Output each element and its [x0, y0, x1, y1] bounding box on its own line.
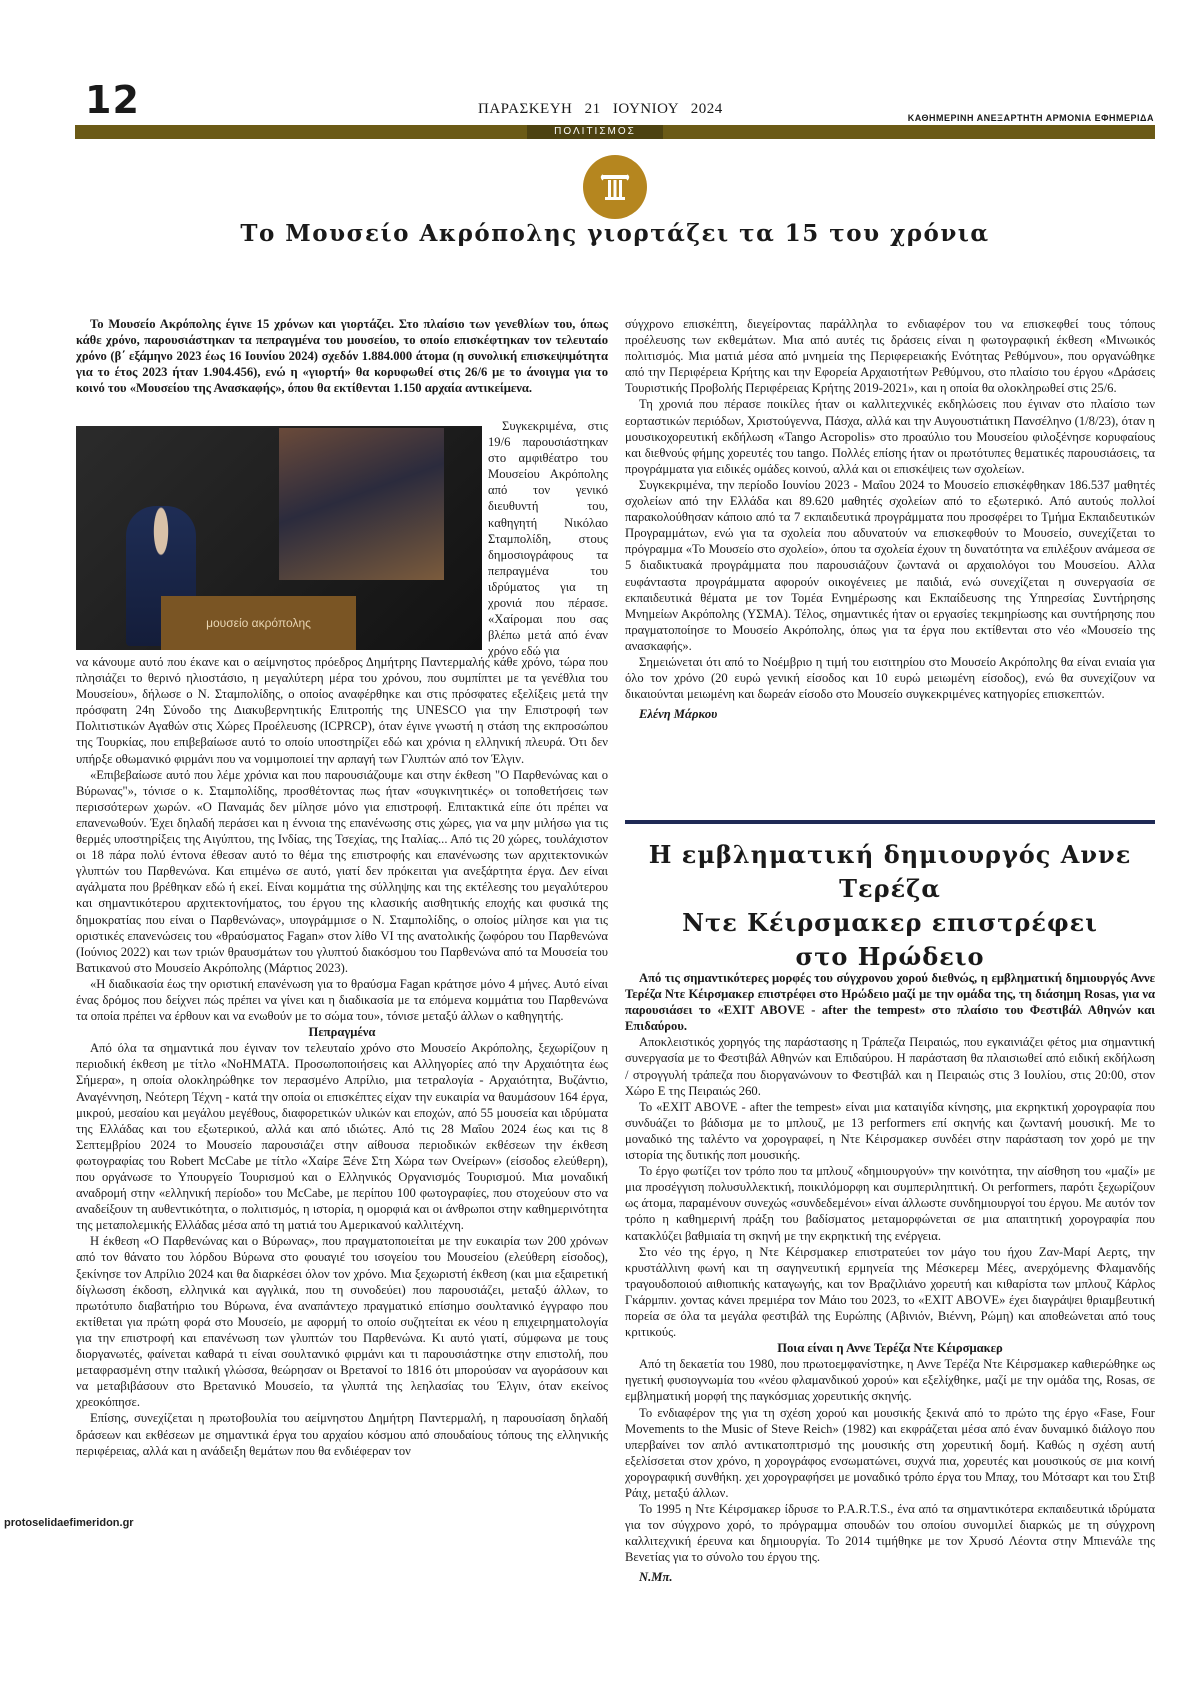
second-article-headline [625, 838, 1155, 974]
paragraph: Το ενδιαφέρον της για τη σχέση χορού και μουσικής ξεκινά από το πρώτο της έργο «Fase, Four Movements to the Music of Steve Reich» (1982) και εκφράζεται μέσα από έναν δυναμικό διάλογο που υπερβαίνει τον απλό αντικατοπτρισμό της μουσικής στη χορευτική δομή. Καθώς η σχέση αυτή εξελίσσεται στον χρόνο, η χορογράφος ενσωματώνει, συχνά πια, χορευτές και μουσικούς σε μια κοινή χορογραφική συνθήκη. χει χορογραφήσει με μοναδικό τρόπο έργα του Μπαχ, του Μότσαρτ και του Στιβ Ράιχ, μεταξύ άλλων. [625, 1405, 1155, 1500]
paragraph: Συγκεκριμένα, την περίοδο Ιουνίου 2023 - Μαΐου 2024 το Μουσείο επισκέφθηκαν 186.537 μαθητές σχολείων από την Ελλάδα και 89.620 μαθητές σχολείων από το εξωτερικό. Από αυτούς πολλοί παρακολούθησαν κάποιο από τα 7 εκπαιδευτικά προγράμματα που προσφέρει το Τμήμα Εκπαιδευτικών Προγραμμάτων, ενώ για τα σχολεία που αδυνατούν να επισκεφθούν το Μουσείο, συνεχίζεται το πρόγραμμα «Το Μουσείο στο σχολείο», όπου τα σχολεία έχουν τη δυνατότητα να επιλέξουν ανάμεσα σε 5 διαδικτυακά προγράμματα που παρουσιάζουν ζωντανά οι αρχαιολόγοι του Μουσείου. Αλλα ευφάνταστα προγράμματα αφορούν οικογένειες με παιδιά, ενώ συνεχίζεται η συνεργασία σε εκπαιδευτικά θέματα με τον Τομέα Ενημέρωσης και Εκπαίδευσης της Υπηρεσίας Συντήρησης Μνημείων Ακρόπολης (ΥΣΜΑ). Τέλος, σημαντικές ήταν οι εργασίες τεκμηρίωσης και συντήρησης που πραγματοποίησε το Μουσείο Ακρόπολης, όπως για τα έργα που εκτίθενται στο νέο «Μουσείο της ανασκαφής». [625, 477, 1155, 653]
paragraph: «Επιβεβαίωσε αυτό που λέμε χρόνια και που παρουσιάζουμε και στην έκθεση "Ο Παρθενώνας και ο Βύρωνας"», τόνισε ο κ. Σταμπολίδης, προσθέτοντας πως ήταν «συγκινητικές» οι τοποθετήσεις των περισσότερων χωρών. «Ο Παναμάς δεν μίλησε μόνο για επιστροφή. Επιτακτικά είπε ότι πρέπει να επανενωθούν. Έχει δηλαδή περάσει και η έννοια της επανένωσης στις χώρες, για να μην μιλήσω για τις θερμές υποστηρίξεις της Αιγύπτου, της Ινδίας, της Τσεχίας, της Ιταλίας... Από τις 20 χώρες, τουλάχιστον οι 18 πάρα πολύ έντονα έθεσαν αυτό το θέμα της επιστροφής και επανένωσης των αρχιτεκτονικών γλυπτών του Παρθενώνα. Και επιμένω σε αυτό, γιατί δεν πρόκειται για ανεξάρτητα έργα. Δεν είναι αγάλματα που βρέθηκαν εδώ ή εκεί. Είναι κομμάτια της σύλληψης και της εκτέλεσης του μεγαλύτερου και σημαντικότερου αρχιτεκτονήματος, του έργου της κλασικής αισθητικής εποχής και φυσικά της δημοκρατίας που είναι ο Παρθενώνας», υπογράμμισε ο Ν. Σταμπολίδης, ο οποίος μίλησε και για τις οριστικές επανενώσεις του «θραύσματος Fagan» στον λίθο VI της ανατολικής ζωφόρου του Παρθενώνα (Ιούνιος 2022) και των τριών θραυσμάτων του γλυπτού διακόσμου του Παρθενώνα από τα Μουσεία του Βατικανού στο Μουσείο Ακρόπολης (Μάρτιος 2023). [76, 767, 608, 975]
article-divider [625, 820, 1155, 824]
paragraph: Το «EXIT ABOVE - after the tempest» είναι μια καταιγίδα κίνησης, μια εκρηκτική χορογραφία που συνδυάζει το βάδισμα με το μπλουζ, με 13 performers επί σκηνής και ζωντανή μουσική. Με το μοναδικό της ταλέντο να χορογραφεί, η Ντε Κέιρσμακερ συνδέει στην παράσταση τον χορό με την ιστορία της δυτικής ποπ μουσικής. [625, 1099, 1155, 1163]
article-lead: Από τις σημαντικότερες μορφές του σύγχρονου χορού διεθνώς, η εμβληματική δημιουργός Αννε Τερέζα Ντε Κέιρσμακερ επιστρέφει στο Ηρώδειο μαζί με την ομάδα της, τη διάσημη Rosas, για να παρουσιάσει το «EXIT ABOVE - after the tempest» στο πλαίσιο του Φεστιβάλ Αθηνών και Επιδαύρου. [625, 971, 1155, 1034]
article-lead: Το Μουσείο Ακρόπολης έγινε 15 χρόνων και γιορτάζει. Στο πλαίσιο των γενεθλίων του, όπως κάθε χρόνο, παρουσιάστηκαν τα πεπραγμένα του μουσείου, το οποίο επισκέφτηκαν τον τελευταίο χρόνο (β΄ εξάμηνο 2023 έως 16 Ιουνίου 2024) σχεδόν 1.884.000 άτομα (η συνολική επισκεψιμότητα για το έτος 2023 ήταν 1.904.456), ενώ η «γιορτή» θα κορυφωθεί στις 26/6 με το άνοιγμα για το κοινό του «Μουσείου της Ανασκαφής», όπου θα εκτίθενται 1.150 αρχαία αντικείμενα. [76, 317, 608, 396]
masthead: ΚΑΘΗΜΕΡΙΝΗ ΑΝΕΞΑΡΤΗΤΗ ΑΡΜΟΝΙΑ ΕΦΗΜΕΡΙΔΑ [907, 113, 1154, 123]
article-left-column [76, 654, 608, 1459]
second-article-body [625, 970, 1155, 1586]
column-icon [583, 155, 647, 219]
paragraph: «Η διαδικασία έως την οριστική επανένωση για το θραύσμα Fagan κράτησε μόνο 4 μήνες. Αυτό είναι ένας δρόμος που δείχνει πώς πρέπει να γίνει και η διαδικασία με τα επόμενα κομμάτια του Παρθενώνα τα οποία πρέπει να έρθουν και να ενωθούν με το σώμα του», τόνισε μεταξύ άλλων ο καθηγητής. [76, 976, 608, 1024]
source-watermark: protoselidaefimeridon.gr [4, 1517, 134, 1529]
issue-date: ΠΑΡΑΣΚΕΥΗ 21 ΙΟΥΝΙΟΥ 2024 [478, 101, 723, 117]
article-author: Ελένη Μάρκου [639, 707, 718, 722]
section-label: ΠΟΛΙΤΙΣΜΟΣ [527, 125, 663, 139]
paragraph: Η έκθεση «Ο Παρθενώνας και ο Βύρωνας», που πραγματοποιείται με την ευκαιρία των 200 χρόνων από τον θάνατο του λόρδου Βύρωνα στο φουαγιέ του ισογείου του Μουσείου (ελεύθερη είσοδος), ξεκίνησε τον Απρίλιο 2024 και θα διαρκέσει όλον τον χρόνο. Μια ξεχωριστή έκθεση (και μια εξαιρετική δίγλωσση έκδοση, ελληνικά και αγγλικά, που τη συνοδεύει) που παρουσιάζει, μεταξύ άλλων, το πρωτότυπο διαβατήριο του Βύρωνα, ένα αναπάντεχο πραγματικό επίσημο σουλτανικό έγγραφο που εκτίθεται για πρώτη φορά στο Μουσείο, με αφορμή το οποίο συζητείται εκ νέου η επιχειρηματολογία για την επιστροφή και επανένωση των γλυπτών του Παρθενώνα. Κι αυτό γιατί, σύμφωνα με τους διοργανωτές, φαίνεται καθαρά τι είναι σουλτανικό φιρμάνι και τι παρουσιάστηκε στην επιστολή, που μεταφρασμένη στην ιταλική γλώσσα, θεώρησαν οι Βρετανοί το 1816 ότι μπορούσαν να αγοράσουν και να μεταβιβάσουν στο Βρετανικό Μουσείο, τα γλυπτά της λεηλασίας του Έλγιν, όταν εκείνος χρεοκόπησε. [76, 1234, 608, 1410]
beside-photo-text [488, 418, 608, 659]
paragraph: Συγκεκριμένα, στις 19/6 παρουσιάστηκαν στο αμφιθέατρο του Μουσείου Ακρόπολης από τον γενικό διευθυντή του, καθηγητή Νικόλαο Σταμπολίδη, στους δημοσιογράφους τα πεπραγμένα του ιδρύματος για τη χρονιά που πέρασε. «Χαίρομαι που σας βλέπω μετά από έναν χρόνο εδώ για [488, 419, 608, 659]
subheading: Πεπραγμένα [308, 1025, 376, 1040]
paragraph: σύγχρονο επισκέπτη, διεγείροντας παράλληλα το ενδιαφέρον του να επισκεφθεί τους τόπους προέλευσης των εκθεμάτων. Μια από αυτές τις δράσεις είναι η φωτογραφική έκθεση «Μινωικός πολιτισμός. Μια ματιά μέσα από μνημεία της Περιφερειακής Ενότητας Ρεθύμνου», που οργανώθηκε από την Περιφέρεια Κρήτης και την Εφορεία Αρχαιοτήτων Ρεθύμνου, στο πλαίσιο του έργου «Δράσεις Τουριστικής Προβολής Περιφέρειας Κρήτης 2019-2021», και η οποία θα ολοκληρωθεί στις 25/6. [625, 317, 1155, 396]
headline-line: στο Ηρώδειο [795, 942, 985, 971]
article-headline: Το Μουσείο Ακρόπολης γιορτάζει τα 15 του χρόνια [240, 220, 990, 247]
paragraph: Το έργο φωτίζει τον τρόπο που τα μπλουζ «δημιουργούν» την κοινότητα, την αίσθηση του «μαζί» με μια προσέγγιση πολυσυλλεκτική, ποικιλόμορφη και συμπεριληπτική. Οι performers, παρότι ξεχωρίζουν ως άτομα, παραμένουν συνεχώς «συνδεδεμένοι» είναι άλλωστε συνδημιουργοί του έργου. Με αυτόν τον τρόπο η καθημερινή πράξη του βαδίσματος μεταμορφώνεται σε μια απαιτητική χορογραφία που κατακλύζει βαθμιαία τη σκηνή με την εκρηκτική της ενέργεια. [625, 1164, 1155, 1243]
paragraph: Τη χρονιά που πέρασε ποικίλες ήταν οι καλλιτεχνικές εκδηλώσεις που έγιναν στο πλαίσιο των εορταστικών περιόδων, Χριστούγεννα, Πάσχα, αλλά και την Αυγουστιάτικη Πανσέληνο (1/8/23), όταν η μουσικοχορευτική εκδήλωση «Tango Acropolis» στο προαύλιο του Μουσείου φιλοξένησε κορυφαίους και διεθνούς φήμης χορευτές του tango. Πολλές επίσης ήταν οι πρωτότυπες θεματικές παρουσιάσεις, τα προγράμματα για ειδικές ομάδες κοινού, αλλά και οι επισκέψεις των σχολείων. [625, 397, 1155, 476]
headline-line: Ντε Κέιρσμακερ επιστρέφει [682, 908, 1098, 937]
press-conference-photo [76, 426, 482, 650]
subheading: Ποια είναι η Αννε Τερέζα Ντε Κέιρσμακερ [777, 1341, 1003, 1356]
page-number: 12 [85, 78, 140, 122]
paragraph: Από όλα τα σημαντικά που έγιναν τον τελευταίο χρόνο στο Μουσείο Ακρόπολης, ξεχωρίζουν η περιοδική έκθεση με τίτλο «ΝοΗΜΑΤΑ. Προσωποποιήσεις και Αλληγορίες από την Αρχαιότητα έως Σήμερα», η οποία ολοκληρώθηκε τον περασμένο Απρίλιο, μια τετραλογία - Αρχαιότητα, Βυζάντιο, Αναγέννηση, Νεότερη Τέχνη - κατά την οποία οι επισκέπτες είχαν την ευκαιρία να θαυμάσουν 164 έργα, μικρού, μεσαίου και μεγάλου μεγέθους, διαφορετικών υλικών και εποχών, από 55 μουσεία και ιδρύματα της Ελλάδας και του εξωτερικού, αλλά και από ιδιώτες. Από τις 28 Μαΐου 2024 έως και τις 8 Σεπτεμβρίου 2024 το Μουσείο παρουσιάζει στην αίθουσα περιοδικών εκθέσεων την έκθεση φωτογραφίας του Robert McCabe με τίτλο «Χαίρε Ξένε Στη Χώρα των Ονείρων» (είσοδος ελεύθερη), που οργάνωσε το Υπουργείο Τουρισμού και ο Ελληνικός Οργανισμός Τουρισμού. Μια μοναδική αναδρομή στην «ελληνική περίοδο» του McCabe, με περίπου 100 φωτογραφίες, που στοχεύουν στο να αναδείξουν τη αυθεντικότητα, ο πολιτισμός, η ιστορία, η ομορφιά και οι άνθρωποι στην καθημερινότητα της μεταπολεμικής Ελλάδας μέσα από τη ματιά του Αμερικανού καλλιτέχνη. [76, 1041, 608, 1233]
projection-screen [279, 428, 444, 580]
article-lead-block [76, 316, 608, 396]
paragraph: Επίσης, συνεχίζεται η πρωτοβουλία του αείμνηστου Δημήτρη Παντερμαλή, η παρουσίαση δηλαδή δράσεων και εκθέσεων με σημαντικά έργα του αρχαίου κόσμου από σπουδαίους τόπους της ελληνικής περιφέρειας, αλλά και η ανάδειξη θεμάτων που θα ενδιέφεραν τον [76, 1411, 608, 1458]
article-author: Ν.Μπ. [639, 1570, 673, 1585]
paragraph: Σημειώνεται ότι από το Νοέμβριο η τιμή του εισιτηρίου στο Μουσείο Ακρόπολης θα είναι ενιαία για όλο τον χρόνο (20 ευρώ γενική είσοδος και 10 ευρώ μειωμένη είσοδος), ενώ θα συνεχίζουν να δικαιούνται μειωμένη και δωρεάν είσοδο στο Μουσείο συγκεκριμένες κατηγορίες επισκεπτών. [625, 654, 1155, 702]
podium-label: μουσείο ακρόπολης [161, 596, 356, 650]
headline-line: Η εμβληματική δημιουργός Αννε Τερέζα [648, 840, 1132, 903]
paragraph: Το 1995 η Ντε Κέιρσμακερ ίδρυσε το P.A.R.T.S., ένα από τα σημαντικότερα εκπαιδευτικά ιδρύματα για τον σύγχρονο χορό, το πρόγραμμα σπουδών του οποίου συνομιλεί διαρκώς με τη σύγχρονη καλλιτεχνική έρευνα και δημιουργία. Το 2014 τιμήθηκε με τον Χρυσό Λέοντα στην Μπιενάλε της Βενετίας για το σύνολο του έργου της. [625, 1502, 1155, 1565]
paragraph: να κάνουμε αυτό που έκανε και ο αείμνηστος πρόεδρος Δημήτρης Παντερμαλής κάθε χρόνο, τώρα που πλησιάζει το θερινό ηλιοστάσιο, η μεγαλύτερη μέρα του χρόνου, που συμπίπτει με τα γενέθλια του Μουσείου», δήλωσε ο Ν. Σταμπολίδης, ο οποίος αναφέρθηκε και στις πρόσφατες εξελίξεις μετά την πρόσφατη 24η Σύνοδο της Διακυβερνητικής Επιτροπής της UNESCO για την Επιστροφή των Πολιτιστικών Αγαθών στις Χώρες Προέλευσης (ICPRCP), όταν έγινε γνωστή η στάση της εκπροσώπου της Τουρκίας, που επιβεβαίωσε αυτό το οποίο υποστηρίζει εδώ και χρόνια η ελληνική πλευρά. Ότι δεν υπήρξε οθωμανικό φιρμάνι που να νομιμοποιεί την αρπαγή των Γλυπτών από τον Έλγιν. [76, 655, 608, 766]
paragraph: Στο νέο της έργο, η Ντε Κέιρσμακερ επιστρατεύει τον μάγο του ήχου Ζαν-Μαρί Αερτς, την κρυστάλλινη φωνή και τη σαγηνευτική ερμηνεία της Μέσκερεμ Μέες, ανερχόμενης Φλαμανδής τραγουδοποιού αιθιοπικής καταγωγής, και τον Βραζιλιάνο χορευτή και κιθαρίστα των μπλουζ Κάρλος Γκάρμπιν. χοντας κάνει πρεμιέρα τον Μάιο του 2023, το «EXIT ABOVE» έχει διαγράψει θριαμβευτική πορεία σε όλα τα μεγάλα φεστιβάλ της Ευρώπης (Αβινιόν, Βιέννη, Ρώμη) και αποθεώνεται από τους κριτικούς. [625, 1244, 1155, 1340]
paragraph: Από τη δεκαετία του 1980, που πρωτοεμφανίστηκε, η Αννε Τερέζα Ντε Κέιρσμακερ καθιερώθηκε ως ηγετική φυσιογνωμία του «νέου φλαμανδικού χορού» και εξελίχθηκε, μαζί με την ομάδα της, Rosas, σε εμβληματική μορφή της παγκόσμιας χορευτικής σκηνής. [625, 1357, 1155, 1404]
paragraph: Αποκλειστικός χορηγός της παράστασης η Τράπεζα Πειραιώς, που εγκαινιάζει φέτος μια σημαντική συνεργασία με το Φεστιβάλ Αθηνών και Επιδαύρου. Η παράσταση θα πλαισιωθεί από ειδική εκδήλωση / στρογγυλή τράπεζα που διοργανώνουν το Φεστιβάλ και η Πειραιώς στις 3 Ιουλίου, στις 20:00, στον Χώρο Ε της Πειραιώς 260. [625, 1035, 1155, 1098]
article-right-column [625, 316, 1155, 722]
